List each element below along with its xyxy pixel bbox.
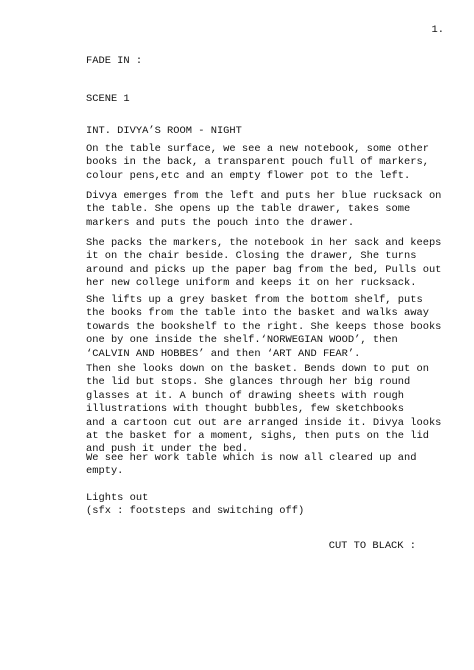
- action-paragraph-2: [86, 190, 442, 230]
- scene-heading: INT. DIVYA’S ROOM - NIGHT: [86, 125, 242, 137]
- action-paragraph-6: [86, 452, 426, 479]
- action-line: illustrations with thought bubbles, few sketchbooks: [86, 403, 405, 416]
- action-line: the books from the table into the basket and walks away: [86, 307, 429, 320]
- action-line: and push it under the bed.: [86, 443, 249, 456]
- action-line: the table. She opens up the table drawer, takes some: [86, 203, 411, 216]
- action-line: at the basket for a moment, sighs, then puts on the lid: [86, 430, 429, 443]
- action-line: ‘CALVIN AND HOBBES’ and then ‘ART AND FEAR’.: [86, 347, 361, 360]
- action-line: glasses at it. A bunch of drawing sheets with rough: [86, 389, 405, 402]
- page-number: 1.: [431, 24, 444, 36]
- action-line: On the table surface, we see a new notebook, some other: [86, 143, 429, 155]
- action-line: empty.: [86, 465, 124, 478]
- action-line: the lid but stops. She glances through her big round: [86, 376, 411, 389]
- action-line: around and picks up the paper bag from the bed, Pulls out: [86, 263, 442, 276]
- action-line: markers and puts the pouch into the drawer.: [86, 216, 355, 229]
- fade-in-transition: FADE IN :: [86, 55, 143, 67]
- action-line: Divya emerges from the left and puts her blue rucksack on: [86, 190, 442, 202]
- cut-to-black-transition: CUT TO BLACK :: [328, 540, 416, 552]
- action-line: towards the bookshelf to the right. She keeps those books: [86, 320, 442, 333]
- action-line: colour pens,etc and an empty flower pot to the left.: [86, 169, 411, 182]
- action-line: We see her work table which is now all cleared up and: [86, 452, 417, 464]
- action-line: her new college uniform and keeps it on her rucksack.: [86, 277, 417, 290]
- scene-label: SCENE 1: [86, 93, 130, 105]
- action-line: Lights out: [86, 492, 149, 504]
- action-paragraph-7: [86, 492, 426, 519]
- action-paragraph-1: [86, 143, 429, 183]
- action-line: it on the chair beside. Closing the drawer, She turns: [86, 250, 417, 263]
- action-paragraph-4: [86, 294, 442, 361]
- action-line: (sfx : footsteps and switching off): [86, 505, 305, 518]
- action-line: She lifts up a grey basket from the bottom shelf, puts: [86, 294, 423, 306]
- action-line: Then she looks down on the basket. Bends down to put on: [86, 363, 429, 375]
- action-line: and a cartoon cut out are arranged inside it. Divya looks: [86, 416, 442, 429]
- action-line: books in the back, a transparent pouch full of markers,: [86, 156, 429, 169]
- action-paragraph-3: [86, 237, 442, 291]
- action-line: She packs the markers, the notebook in her sack and keeps: [86, 237, 442, 249]
- action-paragraph-5: [86, 363, 442, 457]
- action-line: one by one inside the shelf.‘NORWEGIAN WOOD’, then: [86, 334, 398, 347]
